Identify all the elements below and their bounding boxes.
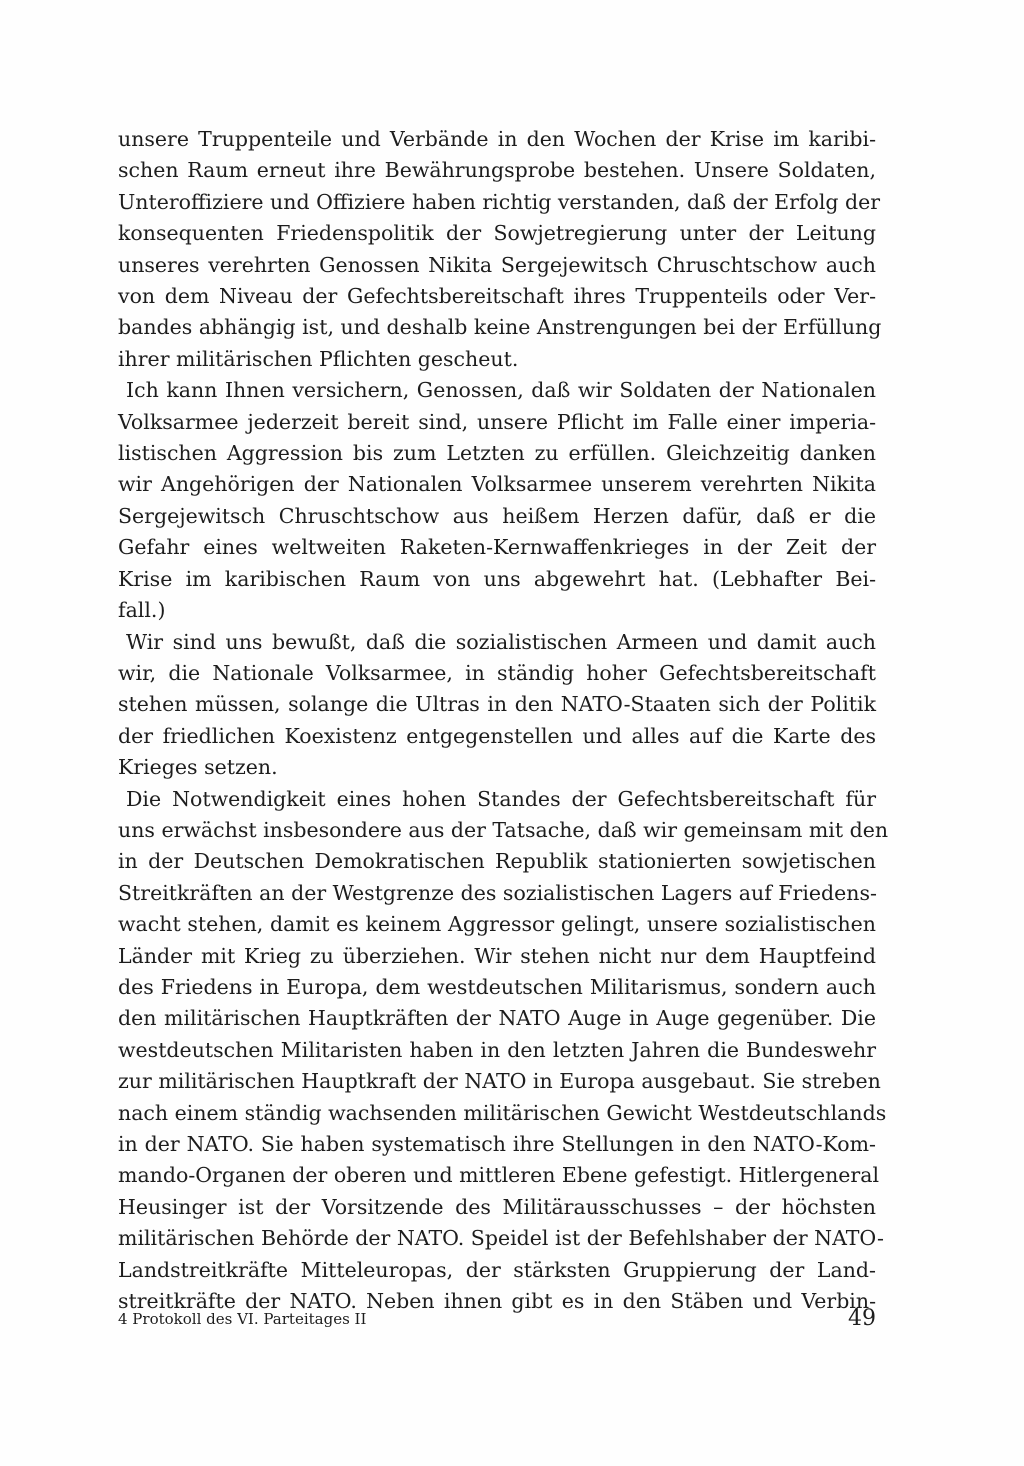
- text-line: Volksarmee jederzeit bereit sind, unsere Pflicht im Falle einer imperia-: [118, 409, 876, 434]
- text-line: fall.): [118, 598, 166, 623]
- text-line: nach einem ständig wachsenden militärischen Gewicht Westdeutschlands: [118, 1100, 887, 1125]
- page-number: 49: [848, 1306, 876, 1331]
- text-line: stehen müssen, solange die Ultras in den NATO-Staaten sich der Politik: [118, 692, 876, 717]
- text-line: den militärischen Hauptkräften der NATO Auge in Auge gegenüber. Die: [118, 1006, 876, 1031]
- text-line: des Friedens in Europa, dem westdeutschen Militarismus, sondern auch: [118, 974, 876, 999]
- page-footer: [118, 1304, 876, 1336]
- footer-note: 4 Protokoll des VI. Parteitages II: [118, 1310, 367, 1328]
- text-line: unsere Truppenteile und Verbände in den Wochen der Krise im karibi-: [118, 127, 876, 151]
- text-line: Ich kann Ihnen versichern, Genossen, daß wir Soldaten der Nationalen: [126, 378, 876, 403]
- text-line: militärischen Behörde der NATO. Speidel ist der Befehlshaber der NATO-: [118, 1226, 884, 1251]
- text-line: Sergejewitsch Chruschtschow aus heißem Herzen dafür, daß er die: [118, 503, 876, 528]
- text-line: streitkräfte der NATO. Neben ihnen gibt es in den Stäben und Verbin-: [118, 1289, 876, 1314]
- text-line: uns erwächst insbesondere aus der Tatsache, daß wir gemeinsam mit den: [118, 817, 889, 842]
- paragraph-4: [118, 784, 889, 1318]
- paragraph-3: [118, 627, 876, 784]
- text-line: wir, die Nationale Volksarmee, in ständig hoher Gefechtsbereitschaft: [118, 660, 876, 685]
- text-line: Unteroffiziere und Offiziere haben richtig verstanden, daß der Erfolg der: [118, 189, 881, 214]
- text-line: Länder mit Krieg zu überziehen. Wir stehen nicht nur dem Hauptfeind: [118, 943, 876, 968]
- text-line: Gefahr eines weltweiten Raketen-Kernwaffenkrieges in der Zeit der: [118, 535, 876, 560]
- paragraph-1: [118, 124, 882, 375]
- text-line: konsequenten Friedenspolitik der Sowjetregierung unter der Leitung: [118, 221, 876, 246]
- text-line: mando-Organen der oberen und mittleren Ebene gefestigt. Hitlergeneral: [118, 1163, 880, 1188]
- text-line: Streitkräften an der Westgrenze des sozialistischen Lagers auf Friedens-: [118, 880, 877, 905]
- text-line: Landstreitkräfte Mitteleuropas, der stärksten Gruppierung der Land-: [118, 1257, 876, 1282]
- text-line: wacht stehen, damit es keinem Aggressor gelingt, unsere sozialistischen: [118, 912, 876, 937]
- text-line: Heusinger ist der Vorsitzende des Militärausschusses – der höchsten: [118, 1194, 876, 1219]
- text-line: listischen Aggression bis zum Letzten zu erfüllen. Gleichzeitig danken: [118, 441, 876, 466]
- text-line: wir Angehörigen der Nationalen Volksarmee unserem verehrten Nikita: [118, 472, 876, 497]
- text-line: Wir sind uns bewußt, daß die sozialistischen Armeen und damit auch: [126, 629, 876, 654]
- text-line: in der NATO. Sie haben systematisch ihre Stellungen in den NATO-Kom-: [118, 1132, 876, 1156]
- paragraph-2: [118, 375, 876, 626]
- text-line: bandes abhängig ist, und deshalb keine Anstrengungen bei der Erfüllung: [118, 315, 882, 340]
- text-line: in der Deutschen Demokratischen Republik stationierten sowjetischen: [118, 849, 876, 874]
- text-line: der friedlichen Koexistenz entgegenstellen und alles auf die Karte des: [118, 723, 876, 748]
- text-line: Krise im karibischen Raum von uns abgewehrt hat. (Lebhafter Bei-: [118, 566, 876, 591]
- text-line: Krieges setzen.: [118, 755, 278, 780]
- text-line: von dem Niveau der Gefechtsbereitschaft ihres Truppenteils oder Ver-: [118, 284, 876, 309]
- text-line: Die Notwendigkeit eines hohen Standes der Gefechtsbereitschaft für: [126, 786, 876, 811]
- body-text: [118, 124, 889, 1317]
- text-line: unseres verehrten Genossen Nikita Sergejewitsch Chruschtschow auch: [118, 252, 876, 277]
- text-line: westdeutschen Militaristen haben in den letzten Jahren die Bundeswehr: [118, 1037, 876, 1062]
- text-line: ihrer militärischen Pflichten gescheut.: [118, 346, 519, 371]
- text-line: schen Raum erneut ihre Bewährungsprobe bestehen. Unsere Soldaten,: [118, 158, 876, 183]
- text-line: zur militärischen Hauptkraft der NATO in Europa ausgebaut. Sie streben: [118, 1069, 881, 1094]
